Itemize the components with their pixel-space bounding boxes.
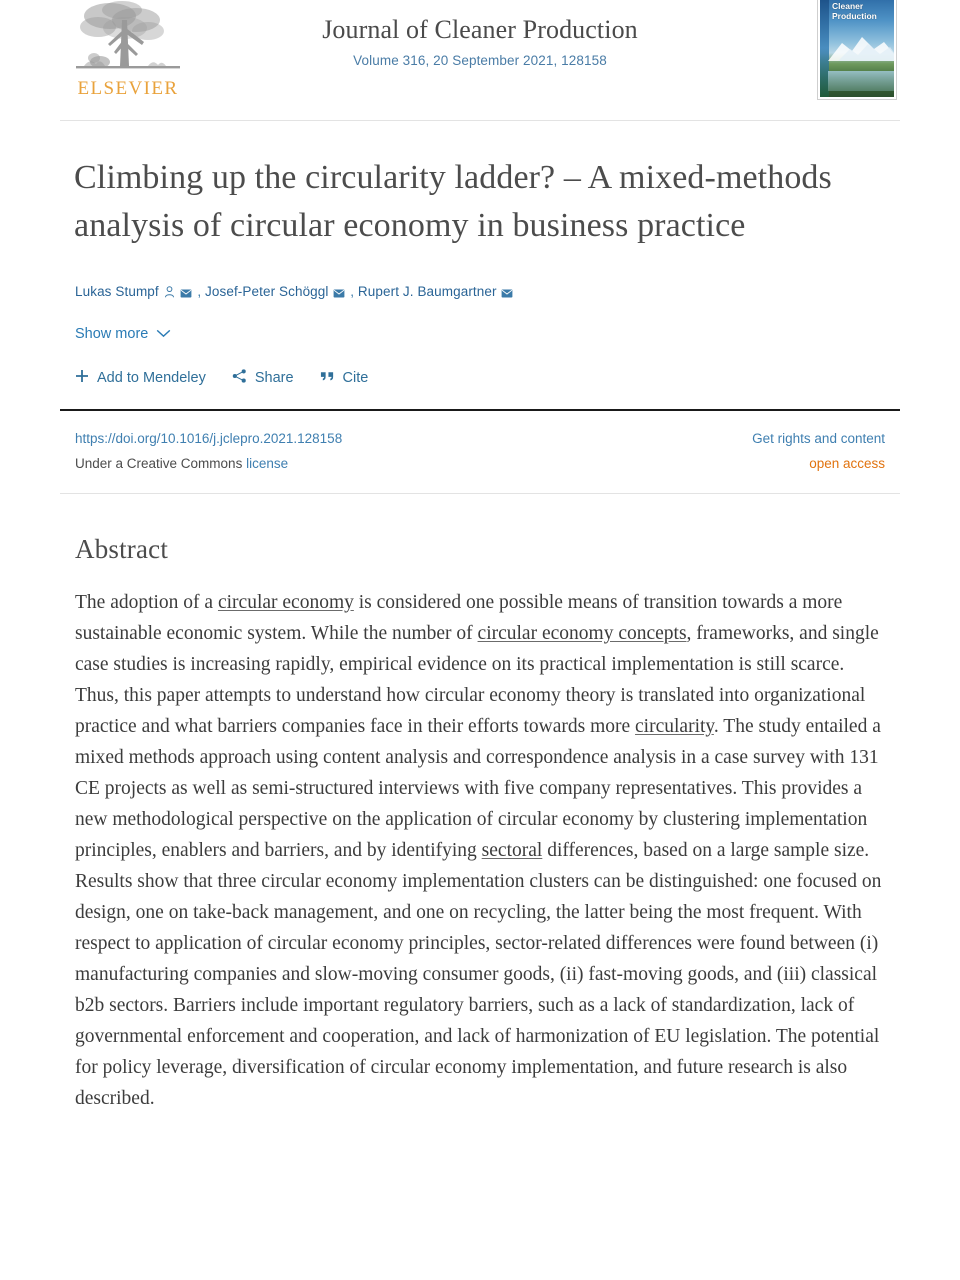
elsevier-wordmark: ELSEVIER	[77, 78, 179, 99]
license-row	[75, 456, 900, 471]
article-header-section	[0, 154, 960, 387]
abstract-text-run: differences, based on a large sample size. Results show that three circular economy implementation clusters can be distinguished: one focused on design, one on take-back management, and one on recycling, the latter being the most frequent. With respect to application of circular economy principles, sector-related differences were found between (i) manufacturing companies and slow-moving consumer goods, (ii) fast-moving goods, and (iii) classical b2b sectors. Barriers include important regulatory barriers, such as a lack of standardization, lack of governmental enforcement and cooperation, and lack of harmonization of EU legislation. The potential for policy leverage, diversification of circular economy implementation, and future research is also described.	[75, 840, 882, 1109]
quote-icon	[320, 370, 335, 386]
article-actions	[75, 369, 900, 387]
doi-section	[0, 431, 960, 471]
add-to-mendeley-label: Add to Mendeley	[97, 370, 206, 386]
header-divider	[60, 120, 900, 121]
author-separator: ,	[197, 284, 206, 299]
abstract-keyword-link[interactable]: circular economy concepts	[477, 623, 687, 644]
abstract-keyword-link[interactable]: circular economy	[217, 592, 354, 613]
author-name[interactable]: Lukas Stumpf	[75, 284, 159, 299]
author-list	[75, 282, 900, 304]
cite-button[interactable]	[320, 370, 369, 386]
abstract-text-run: . The study entailed a mixed methods approach using content analysis and correspondence analysis in a case survey with 131 CE projects as well as semi-structured interviews with five company representatives. This provides a new methodological perspective on the application of circular economy by clustering implementation principles, enablers and barriers, and by identifying	[75, 716, 881, 861]
doi-divider	[60, 409, 900, 411]
page-title: Climbing up the circularity ladder? – A mixed-methods analysis of circular economy in business practice	[74, 159, 832, 244]
cover-lake	[828, 71, 894, 91]
author-profile-icon[interactable]	[164, 284, 175, 304]
journal-cover-art	[820, 0, 894, 97]
journal-title[interactable]: Journal of Cleaner Production	[322, 15, 638, 44]
journal-volume-info: Volume 316, 20 September 2021, 128158	[353, 53, 607, 68]
abstract-keyword-link[interactable]: sectoral	[481, 840, 543, 861]
abstract-keyword-link[interactable]: circularity	[635, 716, 714, 737]
masthead	[0, 0, 960, 120]
cover-mountain-icon	[828, 35, 894, 61]
abstract-heading: Abstract	[75, 534, 169, 564]
author-entry[interactable]	[75, 284, 197, 299]
abstract-divider	[60, 493, 900, 494]
chevron-down-icon	[156, 326, 171, 342]
license-link[interactable]: license	[246, 456, 289, 471]
plus-icon	[75, 369, 89, 387]
author-entry[interactable]	[205, 284, 350, 299]
add-to-mendeley-button[interactable]	[75, 369, 206, 387]
journal-cover-image[interactable]	[817, 0, 897, 100]
share-icon	[232, 369, 247, 387]
author-entry[interactable]	[358, 284, 515, 299]
author-email-icon[interactable]	[501, 284, 513, 304]
share-label: Share	[254, 370, 294, 386]
cite-label: Cite	[342, 370, 369, 386]
abstract-text-run: is considered one possible means of transition towards a more sustainable economic system. While the number of	[75, 592, 843, 644]
license-prefix: Under a Creative Commons	[75, 456, 247, 471]
author-separator: ,	[350, 284, 358, 299]
abstract-text-run: The adoption of a	[75, 592, 218, 613]
author-name[interactable]: Rupert J. Baumgartner	[357, 284, 497, 299]
doi-link[interactable]: https://doi.org/10.1016/j.jclepro.2021.128158	[75, 431, 343, 446]
abstract-text-run: , frameworks, and single case studies is increasing rapidly, empirical evidence on its practical implementation is still scarce. Thus, this paper attempts to understand how circular economy theory is translated into organizational practice and what barriers companies face in their efforts towards more	[75, 623, 879, 737]
share-button[interactable]	[232, 369, 294, 387]
show-more-label: Show more	[75, 326, 149, 342]
author-email-icon[interactable]	[333, 284, 345, 304]
author-email-icon[interactable]	[180, 284, 192, 304]
author-name[interactable]: Josef-Peter Schöggl	[205, 284, 329, 299]
doi-row	[75, 431, 900, 446]
show-more-button[interactable]	[75, 326, 171, 342]
open-access-badge: open access	[809, 456, 885, 471]
abstract-section	[0, 534, 960, 1114]
journal-header	[0, 14, 960, 68]
abstract-text	[75, 587, 890, 1114]
cover-title: Cleaner Production	[832, 1, 877, 21]
get-rights-and-content-link[interactable]: Get rights and content	[752, 431, 885, 446]
license-text	[75, 456, 288, 471]
